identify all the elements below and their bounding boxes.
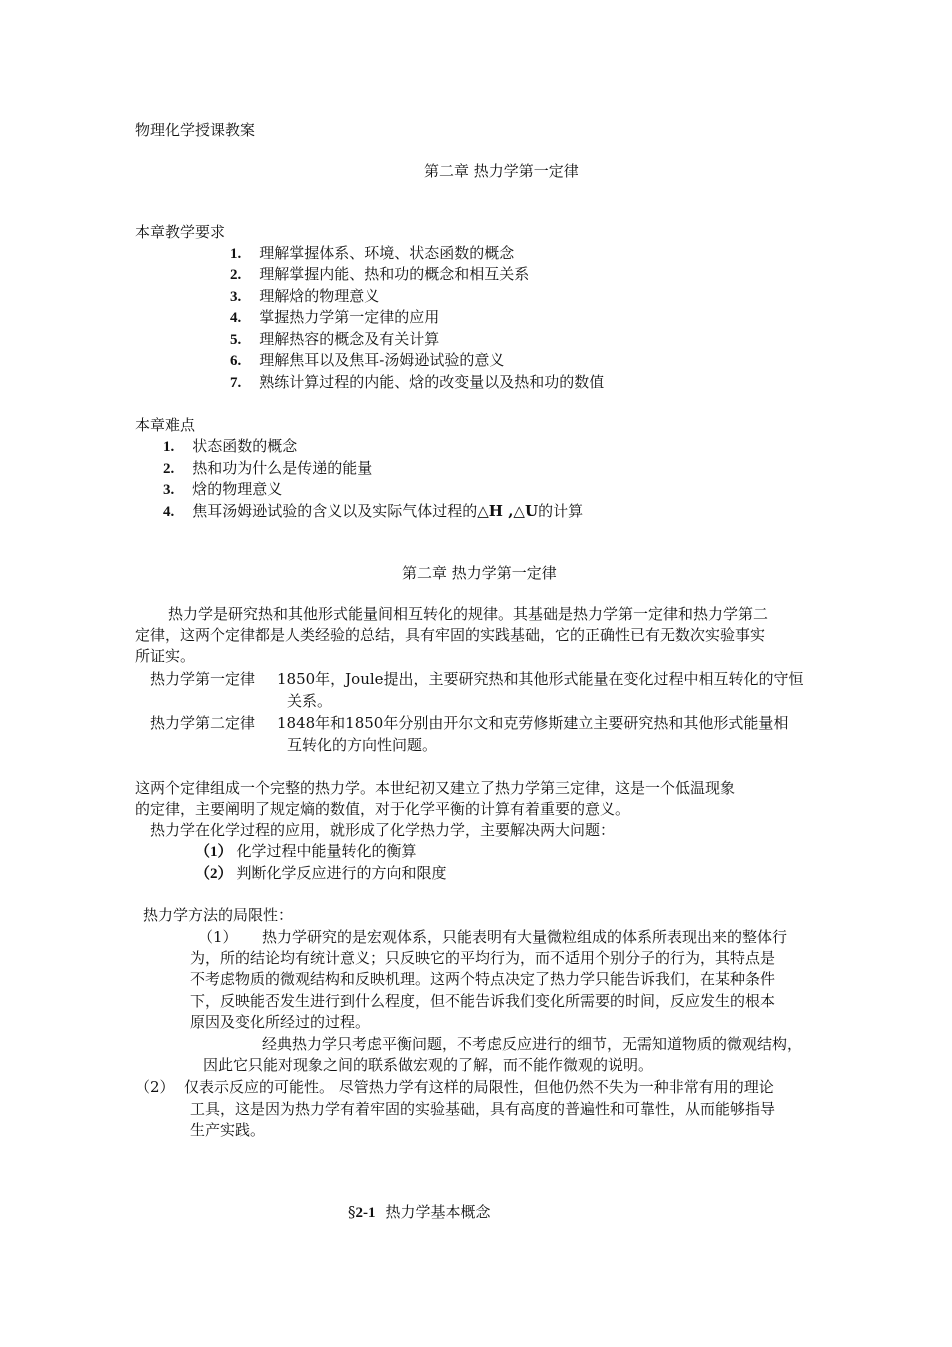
chapter-title: 第二章 热力学第一定律 [424, 162, 579, 180]
limitations-heading: 热力学方法的局限性： [143, 906, 294, 924]
law-description: 1848年和1850年分别由开尔文和克劳修斯建立主要研究热和其他形式能量相 [277, 714, 789, 732]
paragraph-line: 工具，这是因为热力学有着牢固的实验基础，具有高度的普遍性和可靠性，从而能够指导 [190, 1100, 776, 1118]
difficulties-heading: 本章难点 [135, 416, 196, 434]
list-item: 3. 理解焓的物理意义 [230, 287, 380, 305]
law-label: 热力学第二定律 [150, 714, 256, 732]
paragraph-line: 热力学在化学过程的应用，就形成了化学热力学，主要解决两大问题： [150, 821, 616, 839]
list-item: 3. 焓的物理意义 [163, 480, 283, 498]
law-description: 互转化的方向性问题。 [287, 736, 438, 754]
section-heading: §2-1 热力学基本概念 [348, 1203, 491, 1221]
paragraph-line: 原因及变化所经过的过程。 [190, 1013, 371, 1031]
list-item: 7. 熟练计算过程的内能、焓的改变量以及热和功的数值 [230, 373, 605, 391]
paragraph-line: 仅表示反应的可能性。 尽管热力学有这样的局限性，但他仍然不失为一种非常有用的理论 [184, 1078, 774, 1096]
list-item: 4. 焦耳汤姆逊试验的含义以及实际气体过程的△H ,△U的计算 [163, 502, 584, 520]
law-label: 热力学第一定律 [150, 670, 256, 688]
law-description: 1850年，Joule提出，主要研究热和其他形式能量在变化过程中相互转化的守恒 [277, 670, 804, 688]
paragraph-line: 热力学是研究热和其他形式能量间相互转化的规律。其基础是热力学第一定律和热力学第二 [168, 605, 769, 623]
paragraph-line: 因此它只能对现象之间的联系做宏观的了解，而不能作微观的说明。 [203, 1056, 654, 1074]
paragraph-line: 经典热力学只考虑平衡问题，不考虑反应进行的细节，无需知道物质的微观结构， [262, 1035, 803, 1053]
paragraph-line: 生产实践。 [190, 1121, 266, 1139]
document-title: 物理化学授课教案 [135, 121, 256, 139]
paragraph-line: 定律，这两个定律都是人类经验的总结，具有牢固的实践基础，它的正确性已有无数次实验事实 [135, 626, 766, 644]
paragraph-line: 这两个定律组成一个完整的热力学。本世纪初又建立了热力学第三定律，这是一个低温现象 [135, 779, 736, 797]
list-item: 1. 状态函数的概念 [163, 437, 298, 455]
chapter-title-repeat: 第二章 热力学第一定律 [402, 564, 557, 582]
law-description: 关系。 [287, 692, 333, 710]
list-item: （2） 判断化学反应进行的方向和限度 [195, 864, 447, 882]
paragraph-line: 为，所的结论均有统计意义；只反映它的平均行为，而不适用个别分子的行为，其特点是 [190, 949, 776, 967]
paragraph-line: 下，反映能否发生进行到什么程度，但不能告诉我们变化所需要的时间，反应发生的根本 [190, 992, 776, 1010]
paragraph-line: 的定律，主要阐明了规定熵的数值，对于化学平衡的计算有着重要的意义。 [135, 800, 631, 818]
list-item: 5. 理解热容的概念及有关计算 [230, 330, 440, 348]
list-item: 2. 理解掌握内能、热和功的概念和相互关系 [230, 265, 530, 283]
list-item: 1. 理解掌握体系、环境、状态函数的概念 [230, 244, 515, 262]
list-item: 2. 热和功为什么是传递的能量 [163, 459, 373, 477]
paragraph-line: 所证实。 [135, 647, 196, 665]
list-item: 6. 理解焦耳以及焦耳-汤姆逊试验的意义 [230, 351, 505, 369]
paragraph-line: 不考虑物质的微观结构和反映机理。这两个特点决定了热力学只能告诉我们，在某种条件 [190, 970, 776, 988]
item-number: （2） [135, 1078, 175, 1096]
paragraph-line: 热力学研究的是宏观体系，只能表明有大量微粒组成的体系所表现出来的整体行 [262, 928, 788, 946]
list-item: （1） 化学过程中能量转化的衡算 [195, 842, 417, 860]
requirements-heading: 本章教学要求 [135, 223, 226, 241]
item-number: （1） [198, 928, 238, 946]
list-item: 4. 掌握热力学第一定律的应用 [230, 308, 440, 326]
